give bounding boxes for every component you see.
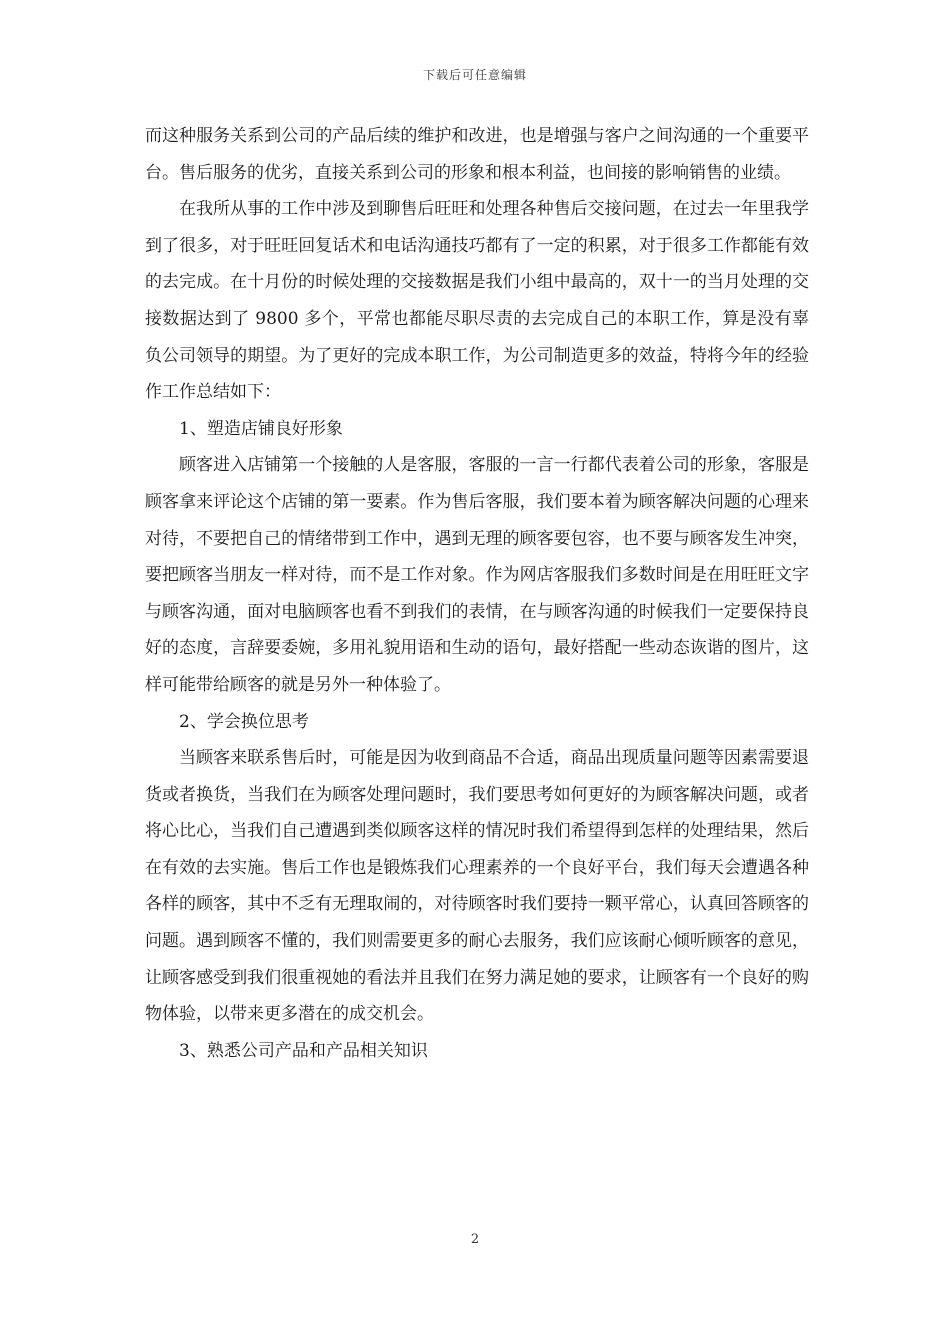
paragraph-intro: 而这种服务关系到公司的产品后续的维护和改进，也是增强与客户之间沟通的一个重要平台。售后服务的优劣，直接关系到公司的形象和根本利益，也间接的影响销售的业绩。 [145, 126, 809, 183]
paragraph-store-image: 顾客进入店铺第一个接触的人是客服，客服的一言一行都代表着公司的形象，客服是顾客拿来评论这个店铺的第一要素。作为售后客服，我们要本着为顾客解决问题的心理来对待，不要把自己的情绪带到工作中，遇到无理的顾客要包容，也不要与顾客发生冲突，要把顾客当朋友一样对待，而不是工作对象。作为网店客服我们多数时间是在用旺旺文字与顾客沟通，面对电脑顾客也看不到我们的表情，在与顾客沟通的时候我们一定要保持良好的态度，言辞要委婉，多用礼貌用语和生动的语句，最好搭配一些动态诙谐的图片，这样可能带给顾客的就是另外一种体验了。 [145, 455, 809, 695]
section-heading-2: 2、学会换位思考 [179, 711, 309, 732]
paragraph-empathy: 当顾客来联系售后时，可能是因为收到商品不合适，商品出现质量问题等因素需要退货或者换货，当我们在为顾客处理问题时，我们要思考如何更好的为顾客解决问题，或者将心比心，当我们自己遭遇到类似顾客这样的情况时我们希望得到怎样的处理结果，然后在有效的去实施。售后工作也是锻炼我们心理素养的一个良好平台，我们每天会遭遇各种各样的顾客，其中不乏有无理取闹的，对待顾客时我们要持一颗平常心，认真回答顾客的问题。遇到顾客不懂的，我们则需要更多的耐心去服务，我们应该耐心倾听顾客的意见，让顾客感受到我们很重视她的看法并且我们在努力满足她的要求，让顾客有一个良好的购物体验，以带来更多潜在的成交机会。 [145, 748, 809, 1025]
document-body [145, 118, 809, 1069]
page-number: 2 [470, 1232, 480, 1247]
paragraph-work-summary: 在我所从事的工作中涉及到聊售后旺旺和处理各种售后交接问题，在过去一年里我学到了很多，对于旺旺回复话术和电话沟通技巧都有了一定的积累，对于很多工作都能有效的去完成。在十月份的时候处理的交接数据是我们小组中最高的，双十一的当月处理的交接数据达到了 9800 多个，平常也都能尽职尽责的去完成自己的本职工作，算是没有辜负公司领导的期望。为了更好的完成本职工作，为公司制造更多的效益，特将今年的经验作工作总结如下： [145, 199, 809, 403]
section-heading-1: 1、塑造店铺良好形象 [179, 418, 343, 439]
section-heading-3: 3、熟悉公司产品和产品相关知识 [179, 1040, 428, 1061]
page-header: 下载后可任意编辑 [422, 68, 527, 82]
